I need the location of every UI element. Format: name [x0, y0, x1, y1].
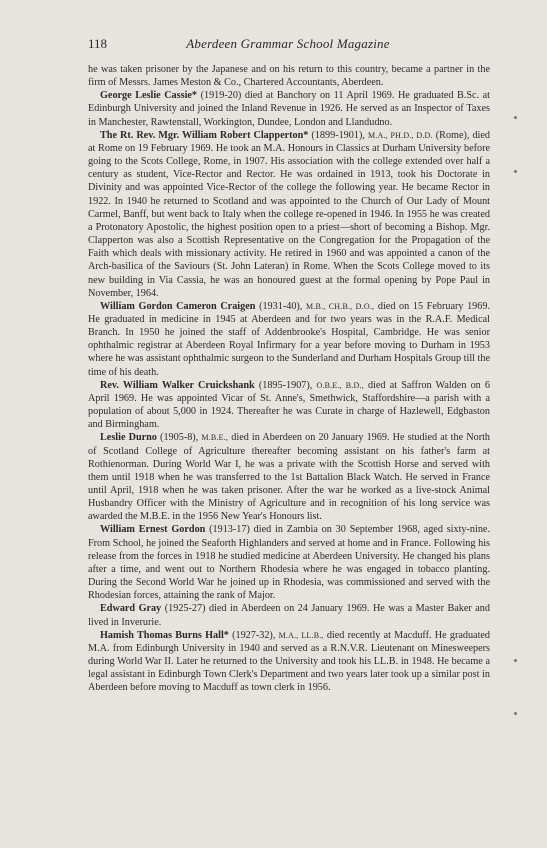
degrees: M.A., LL.B.,: [278, 630, 324, 640]
person-name: William Ernest Gordon: [100, 524, 206, 536]
obituary-paragraph: [88, 629, 490, 695]
paragraph-text: died in Zambia on 30 September 1968, aged sixty-nine. From School, he joined the Seaforth Highlanders and served at home and in France. Following his release from the forces in 1918 he studied medicine at Aberdeen University. He changed his plans after a time, and went out to Northern Rhodesia where he was engaged in tobacco planting. During the Second World War he joined up in Rhodesia, was commissioned and served with the Rhodesian forces, attaining the rank of Major.: [88, 524, 490, 602]
paragraph-text: died in Aberdeen on 20 January 1969. He studied at the North of Scotland College of Agriculture thereafter becoming assistant on his father's farm at Rothienorman. During World War I, he was a private with the Scottish Horse and served with them until 1918 when he was transferred to the 1st Battalion Black Watch. He served in France until April, 1918 when he was taken prisoner. After the war he worked as a live-stock Animal Husbandry Officer with the Ministry of Agriculture and in recognition of his long service was awarded the M.B.E. in the 1956 New Year's Honours list.: [88, 432, 491, 523]
margin-dot: [514, 659, 517, 662]
school-years: (1919-20): [200, 90, 242, 102]
degrees: O.B.E., B.D.,: [316, 380, 364, 390]
paragraph-text: died in Aberdeen on 24 January 1969. He was a Master Baker and lived in Inverurie.: [88, 603, 490, 628]
obituary-column: [88, 63, 490, 695]
running-title: Aberdeen Grammar School Magazine: [186, 36, 390, 51]
obituary-paragraph: [88, 379, 490, 432]
school-years: (1899-1901),: [311, 129, 365, 141]
person-name: George Leslie Cassie*: [100, 90, 198, 102]
margin-dot: [514, 116, 517, 119]
obituary-paragraph: [88, 300, 490, 379]
school-years: (1905-8),: [160, 432, 199, 444]
degrees: M.B.E.,: [201, 433, 229, 443]
paragraph-text: died on 15 February 1969. He graduated in medicine in 1945 at Aberdeen and for two years was in the R.A.F. Medical Branch. In 1950 he joined the staff of Addenbrooke's Hospital, Cambridge. He was senior ophthalmic registrar at Aberdeen Royal Infirmary for a year before moving to Durham in 1953 where he was assistant ophthalmic surgeon to the Sunderland and Durham Hospitals Group till the time of his death.: [88, 300, 491, 378]
page-number: 118: [88, 36, 108, 51]
degrees: M.A., PH.D., D.D.: [367, 130, 433, 140]
margin-dot: [514, 712, 517, 715]
obituary-paragraph: [88, 89, 490, 128]
paragraph-text: (Rome), died at Rome on 19 February 1969. He took an M.A. Honours in Classics at Durham University before going to the Scots College, Rome, in 1907. His association with the college extended over half a century as student, Vice-Rector and Rector. He was ordained in 1913, took his Doctorate in Divinity and was appointed Vice-Rector of the college the following year. He became Rector in 1922. In 1940 he returned to Scotland and was appointed to the Church of Our Lady of Mount Carmel, Banff, but went back to Italy when the college re-opened in 1946. In 1955 he was created a Protonatory Apostolic, the highest position open to a priest—short of becoming a Bishop. Mgr. Clapperton was also a Scottish Representative on the Congregation for the Propagation of the Faith which deals with missionary activity. He retired in 1960 and was appointed a canon of the Arch-basilica of the Saviours (St. John Lateran) in Rome. When the Scots College moved to its new building in Via Cassia, he was an honoured guest at the formal opening by Pope Paul in November, 1964.: [88, 129, 491, 299]
obituary-paragraph: [88, 602, 490, 628]
obituary-paragraph: [88, 523, 490, 602]
person-name: Rev. William Walker Cruickshank: [100, 379, 255, 391]
person-name: Hamish Thomas Burns Hall*: [100, 629, 229, 641]
paragraph-text: died recently at Macduff. He graduated M.A. from Edinburgh University in 1940 and served as a R.N.V.R. Lieutenant on Minesweepers during World War II. Later he returned to the University and took his LL.B. in 1948. He became a legal assistant in Edinburgh Town Clerk's Department and two years later took up a similar post in Aberdeen before moving to Macduff as town clerk in 1956.: [88, 629, 491, 694]
school-years: (1931-40),: [259, 300, 303, 312]
paragraph-text: he was taken prisoner by the Japanese and on his return to this country, became a partner in the firm of Messrs. James Meston & Co., Chartered Accountants, Aberdeen.: [88, 64, 490, 89]
obituary-paragraph: [88, 431, 490, 523]
paragraph-text: died at Banchory on 11 April 1969. He graduated B.Sc. at Edinburgh University and joined the Inland Revenue in 1926. He served as an Inspector of Taxes in Manchester, Rawtenstall, Workington, Dundee, London and Llandudno.: [88, 90, 491, 128]
obituary-paragraph: [88, 63, 490, 89]
paragraph-text: died at Saffron Walden on 6 April 1969. He was appointed Vicar of St. Anne's, Smethwick, Staffordshire—a parish with a population of about 5,000 in 1924. Thereafter he was Curate in charge of Hazlewell, Edgbaston and Birmingham.: [88, 379, 491, 431]
school-years: (1913-17): [209, 524, 250, 536]
school-years: (1927-32),: [232, 629, 276, 641]
person-name: William Gordon Cameron Craigen: [100, 300, 256, 312]
obituary-paragraph: [88, 129, 490, 300]
person-name: The Rt. Rev. Mgr. William Robert Clapperton*: [100, 129, 309, 141]
school-years: (1925-27): [164, 603, 206, 615]
degrees: M.B., CH.B., D.O.,: [306, 301, 375, 311]
page-header: [88, 36, 488, 52]
person-name: Leslie Durno: [100, 432, 157, 444]
person-name: Edward Gray: [100, 603, 162, 615]
margin-dot: [514, 170, 517, 173]
school-years: (1895-1907),: [258, 379, 313, 391]
